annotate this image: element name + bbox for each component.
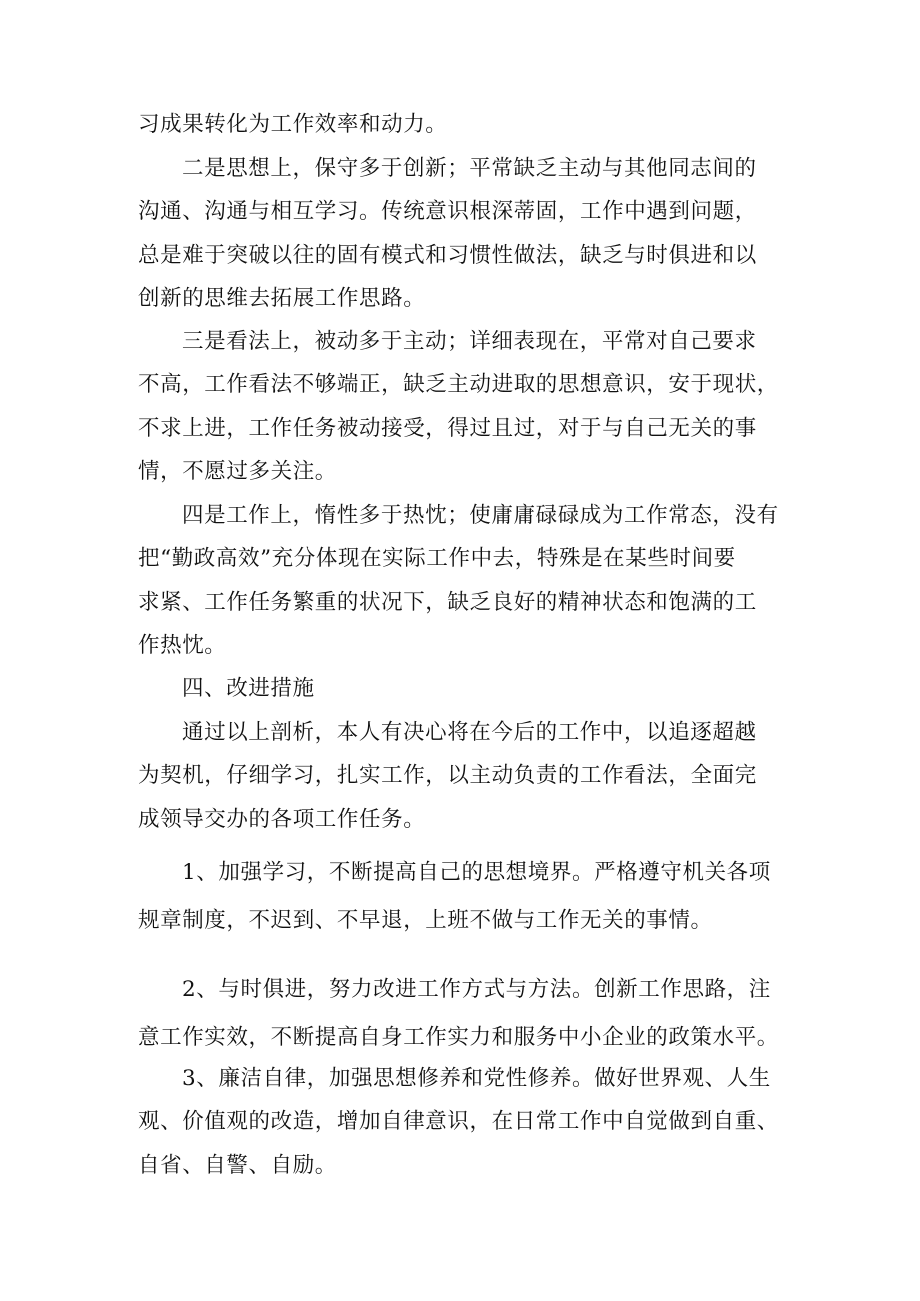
text-line: 四是工作上，惰性多于热忱；使庸庸碌碌成为工作常态，没有 [182,503,779,528]
list-item-3 [138,1057,798,1187]
text-line: 情，不愿过多关注。 [138,458,337,484]
paragraph-intro [138,711,798,841]
text-line: 三是看法上，被动多于主动；详细表现在，平常对自己要求 [182,329,757,354]
paragraph-thought [138,147,798,320]
text-line: 1、加强学习，不断提高自己的思想境界。严格遵守机关各项 [182,860,771,885]
section-heading [138,667,798,710]
text-line: 求紧、工作任务繁重的状况下，缺乏良好的精神状态和饱满的工 [138,589,757,615]
text-line: 为契机，仔细学习，扎实工作，以主动负责的工作看法，全面完 [138,763,757,789]
text-line: 不高，工作看法不够端正，缺乏主动进取的思想意识，安于现状， [138,372,779,398]
list-item-2 [138,966,798,1062]
text-line: 通过以上剖析，本人有决心将在今后的工作中，以追逐超越 [182,720,757,745]
text-line: 习成果转化为工作效率和动力。 [138,112,448,137]
text-line: 意工作实效，不断提高自身工作实力和服务中小企业的政策水平。 [138,1025,779,1050]
text-line: 2、与时俱进，努力改进工作方式与方法。创新工作思路，注 [182,977,771,1002]
text-line: 二是思想上，保守多于创新；平常缺乏主动与其他同志间的 [182,156,757,181]
text-line: 作热忱。 [138,632,227,658]
paragraph-continuation [138,103,798,146]
paragraph-work [138,494,798,667]
text-line: 把“勤政高效”充分体现在实际工作中去，特殊是在某些时间要 [138,546,736,572]
text-line: 不求上进，工作任务被动接受，得过且过，对于与自己无关的事 [138,415,757,441]
heading-text: 四、改进措施 [182,676,315,701]
text-line: 成领导交办的各项工作任务。 [138,806,426,832]
text-line: 规章制度，不迟到、不早退，上班不做与工作无关的事情。 [138,908,713,933]
paragraph-view [138,320,798,493]
text-line: 自省、自警、自励。 [138,1152,337,1178]
text-line: 沟通、沟通与相互学习。传统意识根深蒂固，工作中遇到问题， [138,199,757,225]
text-line: 总是难于突破以往的固有模式和习惯性做法，缺乏与时俱进和以 [138,242,757,268]
text-line: 创新的思维去拓展工作思路。 [138,285,426,311]
list-item-1 [138,849,798,945]
text-line: 3、廉洁自律，加强思想修养和党性修养。做好世界观、人生 [182,1066,771,1091]
text-line: 观、价值观的改造，增加自律意识，在日常工作中自觉做到自重、 [138,1109,779,1135]
